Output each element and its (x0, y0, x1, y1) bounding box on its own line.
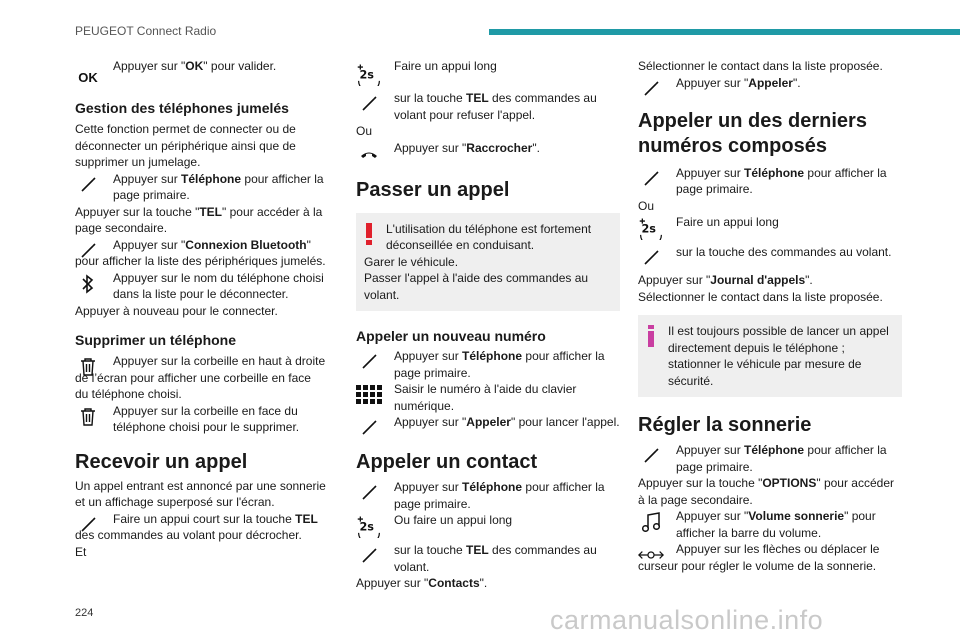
ok-icon: OK (78, 69, 98, 85)
heading-recevoir: Recevoir un appel (75, 450, 248, 473)
trash-icon (75, 355, 101, 379)
trash-icon (75, 405, 101, 429)
slider-icon (638, 543, 664, 567)
pen-icon (356, 416, 382, 440)
warning-box: L'utilisation du téléphone est fortement déconseillée en conduisant. Garer le véhicule. Passer l'appel à l'aide des commandes au volant. (356, 213, 620, 312)
running-header: PEUGEOT Connect Radio (75, 24, 217, 38)
s-tel-step: Appuyer sur Téléphone pour afficher la page primaire. (638, 442, 902, 475)
keypad-icon (356, 383, 382, 407)
warning-icon (366, 223, 372, 250)
ct-tel-step: Appuyer sur Téléphone pour afficher la page primaire. (356, 479, 620, 512)
gestion-text: Cette fonction permet de connecter ou de déconnecter un périphérique ainsi que de supprimer un jumelage. (75, 122, 296, 169)
d-tel-step: Appuyer sur Téléphone pour afficher la page primaire. (638, 165, 902, 198)
pen-icon (638, 77, 664, 101)
bluetooth-step: Appuyer sur "Connexion Bluetooth" pour afficher la liste des périphériques jumelés. (75, 237, 326, 268)
column-3: Sélectionner le contact dans la liste proposée. Appuyer sur "Appeler". Appeler un des derniers numéros composés Appuyer sur Téléphone pour afficher la page primaire. Ou 2s Faire un appui long sur la touche des commandes au volant. Appuyer sur "Journal d'appels". Sélectionner le contact dans la liste proposée. Il est toujours possible de lancer un appel directement depuis le téléphone ; stationner le véhicule par mesure de sécurité. Régler la sonnerie Appuyer sur Téléphone pour afficher la page primaire. Appuyer sur la touche "OPTIONS" pour accéder à la page secondaire. Appuyer sur "Volume sonnerie" pour afficher la barre du volume. Appuyer sur les flèches ou déplacer le curseur pour régler le volume de la sonnerie. (638, 58, 902, 574)
heading-nouveau: Appeler un nouveau numéro (356, 328, 546, 344)
pen-icon (75, 173, 101, 197)
d-touche-step: sur la touche des commandes au volant. (638, 244, 902, 268)
svg-text:2s: 2s (359, 68, 374, 82)
court-step: Faire un appui court sur la touche TEL des commandes au volant pour décrocher. (75, 511, 318, 542)
hangup-step: Appuyer sur "Raccrocher". (356, 140, 620, 164)
bt-name-step: Appuyer sur le nom du téléphone choisi dans la liste pour le déconnecter. (75, 270, 327, 303)
appeler-step: Appuyer sur "Appeler" pour lancer l'appel. (356, 414, 620, 438)
heading-contact: Appeler un contact (356, 451, 538, 473)
ct-touche-step: sur la touche TEL des commandes au volant. (356, 542, 620, 575)
heading-derniers: Appeler un des derniers numéros composés (638, 109, 867, 157)
column-1: OK Appuyer sur "OK" pour valider. Gestion des téléphones jumelés Cette fonction permet de connecter ou de déconnecter un périphérique ainsi que de supprimer un jumelage. Appuyer sur Téléphone pour afficher la page primaire. Appuyer sur la touche "TEL" pour accéder à la page secondaire. Appuyer sur "Connexion Bluetooth" pour afficher la liste des périphériques jumelés. Appuyer sur le nom du téléphone choisi dans la liste pour le déconnecter. Appuyer à nouveau pour le connecter. Supprimer un téléphone Appuyer sur la corbeille en haut à droite de l’écran pour afficher une corbeille en face du téléphone choisi. Appuyer sur la corbeille en face du téléphone choisi pour le supprimer. Recevoir un appel Un appel entrant est annoncé par une sonnerie et un affichage superposé sur l'écran. Faire un appui court sur la touche TEL des commandes au volant pour décrocher. Et (75, 59, 326, 559)
column-2: 2s Faire un appui long sur la touche TEL des commandes au volant pour refuser l'appel. Ou Appuyer sur "Raccrocher". Passer un appel L'utilisation du téléphone est fortement déconseillée en conduisant. Garer le véhicule. Passer l'appel à l'aide des commandes au volant. Appeler un nouveau numéro Appuyer sur Téléphone pour afficher la page primaire. Saisir le numéro à l'aide du clavier numérique. Appuyer sur "Appeler" pour lancer l'appel. Appeler un contact Appuyer sur Téléphone pour afficher la page primaire. 2s Ou faire un appui long sur la touche TEL des commandes au volant. Appuyer sur "Contacts". (356, 59, 620, 590)
steering-long-press-icon (356, 62, 382, 86)
pen-icon (638, 444, 664, 468)
app-step: Appuyer sur "Appeler". (638, 75, 902, 99)
pen-icon (356, 350, 382, 374)
pen-icon (638, 167, 664, 191)
volume-step: Appuyer sur "Volume sonnerie" pour afficher la barre du volume. (638, 508, 902, 541)
ok-step: OK Appuyer sur "OK" pour valider. (75, 58, 327, 86)
info-box: Il est toujours possible de lancer un appel directement depuis le téléphone ; stationner le véhicule par mesure de sécurité. (638, 315, 902, 397)
steering-long-press-icon (638, 216, 664, 240)
keypad-step: Saisir le numéro à l'aide du clavier numérique. (356, 381, 620, 414)
watermark: carmanualsonline.info (550, 605, 824, 635)
pen-icon (638, 246, 664, 270)
trash-step-1: Appuyer sur la corbeille en haut à droite de l’écran pour afficher une corbeille en face du téléphone choisi. (75, 354, 326, 401)
heading-gestion: Gestion des téléphones jumelés (75, 100, 289, 116)
pen-icon (356, 481, 382, 505)
info-icon (648, 325, 654, 352)
pen-icon (356, 92, 382, 116)
svg-text:2s: 2s (641, 222, 656, 236)
pen-icon (75, 239, 101, 263)
trash-step-2: Appuyer sur la corbeille en face du téléphone choisi pour le supprimer. (75, 403, 327, 436)
recevoir-text: Un appel entrant est annoncé par une sonnerie et un affichage superposé sur l'écran. (75, 478, 326, 509)
nv-tel-step: Appuyer sur Téléphone pour afficher la page primaire. (356, 348, 620, 381)
heading-supprimer: Supprimer un téléphone (75, 332, 237, 348)
pen-icon (356, 544, 382, 568)
refuse-step: sur la touche TEL des commandes au volant pour refuser l'appel. (356, 90, 620, 123)
heading-passer: Passer un appel (356, 178, 510, 201)
steering-long-press-icon (356, 514, 382, 538)
tel-step: Appuyer sur Téléphone pour afficher la page primaire. (75, 171, 327, 204)
bluetooth-icon (75, 272, 101, 296)
header-accent-bar (489, 29, 960, 35)
music-note-icon (638, 510, 664, 534)
heading-sonnerie: Régler la sonnerie (638, 414, 812, 436)
slider-step: Appuyer sur les flèches ou déplacer le curseur pour régler le volume de la sonnerie. (638, 542, 880, 573)
ct-long-step: 2s Ou faire un appui long (356, 512, 620, 542)
hang-up-icon (356, 142, 382, 166)
d-long-step: 2s Faire un appui long (638, 214, 902, 244)
svg-text:2s: 2s (359, 520, 374, 534)
page-number: 224 (75, 607, 94, 619)
long-press-step: 2s Faire un appui long (356, 58, 620, 90)
pen-icon (75, 513, 101, 537)
